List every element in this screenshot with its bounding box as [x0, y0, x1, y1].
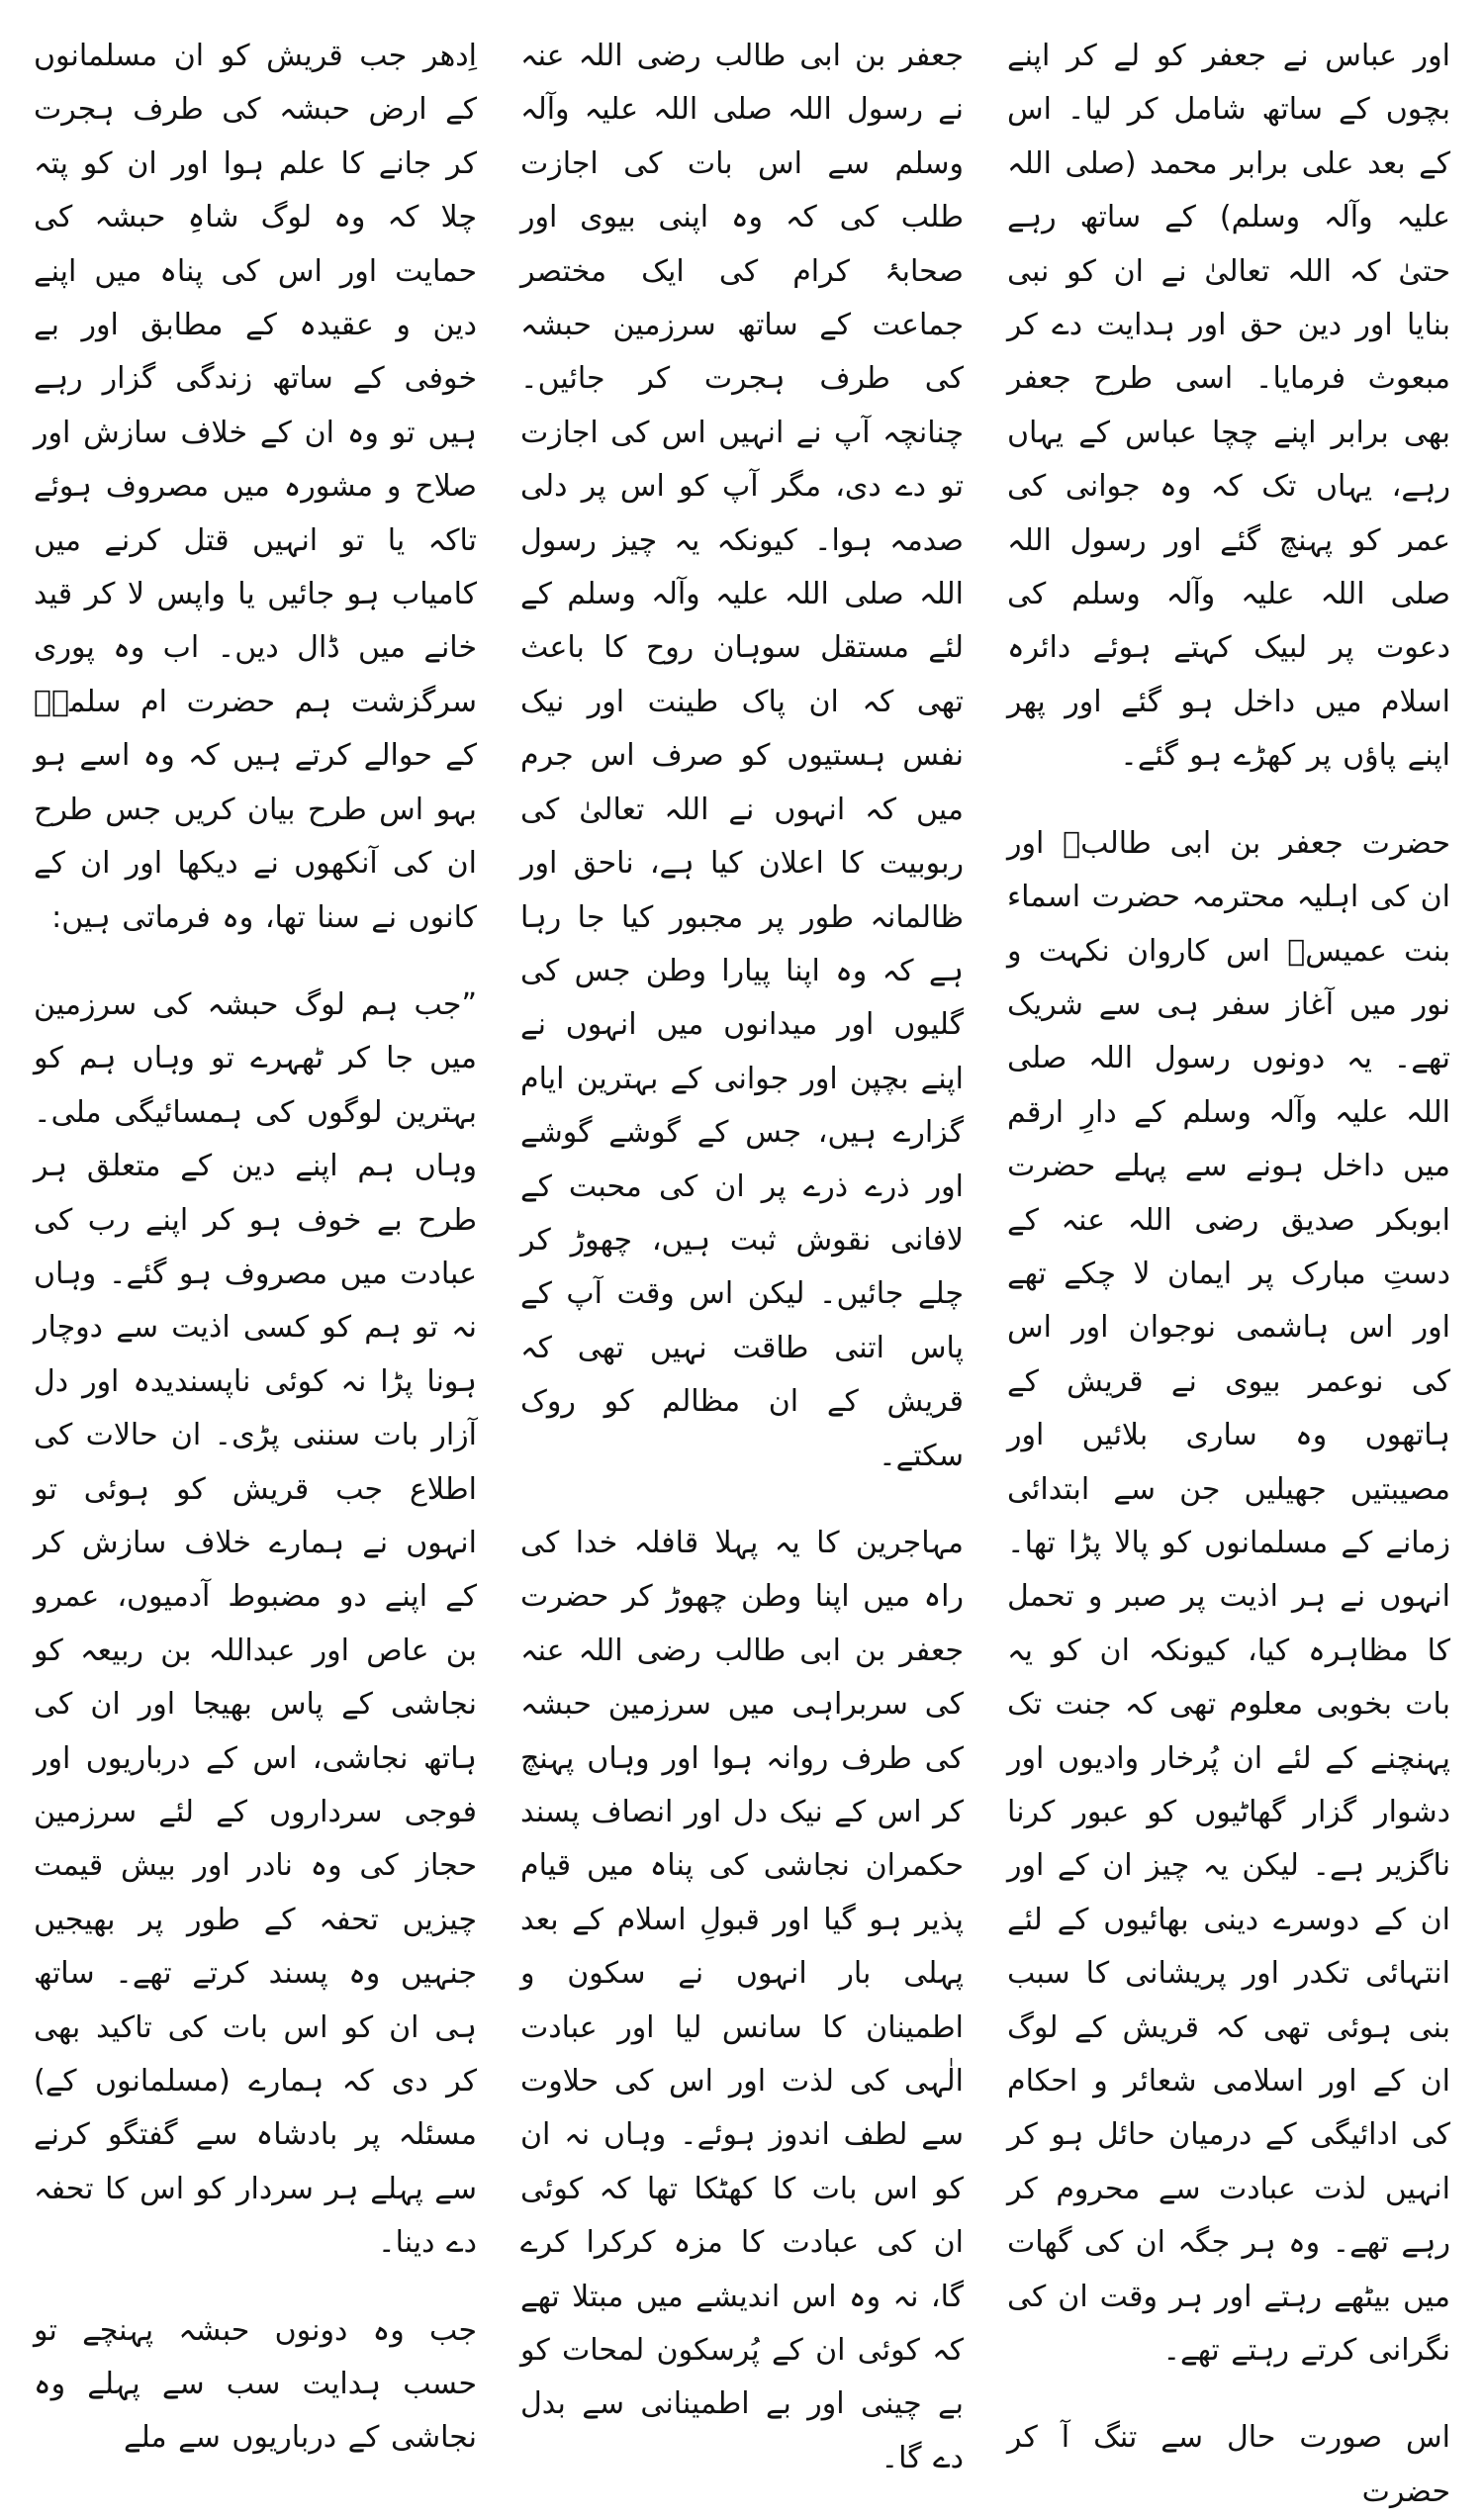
text-column-right	[1007, 30, 1450, 2509]
paragraph: اور عباس نے جعفر کو لے کر اپنے بچوں کے ساتھ شامل کر لیا۔ اس کے بعد علی برابر محمد (صلی اللہ علیہ وآلہ وسلم) کے ساتھ رہے حتیٰ کہ اللہ تعالیٰ نے ان کو نبی بنایا اور دین حق اور ہدایت دے کر مبعوث فرمایا۔ اسی طرح جعفر بھی برابر اپنے چچا عباس کے یہاں رہے، یہاں تک کہ وہ جوانی کی عمر کو پہنچ گئے اور رسول اللہ صلی اللہ علیہ وآلہ وسلم کی دعوت پر لبیک کہتے ہوئے دائرہ اسلام میں داخل ہو گئے اور پھر اپنے پاؤں پر کھڑے ہو گئے۔	[1007, 39, 1450, 774]
paragraph: حضرت جعفر بن ابی طالبؓ اور ان کی اہلیہ محترمہ حضرت اسماء بنت عمیسؓ اس کاروان نکہت و نور میں آغاز سفر ہی سے شریک تھے۔ یہ دونوں رسول اللہ صلی اللہ علیہ وآلہ وسلم کے دارِ ارقم میں داخل ہونے سے پہلے حضرت ابوبکر صدیق رضی اللہ عنہ کے دستِ مبارک پر ایمان لا چکے تھے اور اس ہاشمی نوجوان اور اس کی نوعمر بیوی نے قریش کے ہاتھوں وہ ساری بلائیں اور مصیبتیں جھیلیں جن سے ابتدائی زمانے کے مسلمانوں کو پالا پڑا تھا۔ انہوں نے ہر اذیت پر صبر و تحمل کا مظاہرہ کیا، کیونکہ ان کو یہ بات بخوبی معلوم تھی کہ جنت تک پہنچنے کے لئے ان پُرخار وادیوں اور دشوار گزار گھاٹیوں کو عبور کرنا ناگزیر ہے۔ لیکن یہ چیز ان کے اور ان کے دوسرے دینی بھائیوں کے لئے انتہائی تکدر اور پریشانی کا سبب بنی ہوئی تھی کہ قریش کے لوگ ان کے اور اسلامی شعائر و احکام کی ادائیگی کے درمیان حائل ہو کر انہیں لذت عبادت سے محروم کر رہے تھے۔ وہ ہر جگہ ان کی گھات میں بیٹھے رہتے اور ہر وقت ان کی نگرانی کرتے رہتے تھے۔	[1007, 825, 1450, 2369]
paragraph: اِدھر جب قریش کو ان مسلمانوں کے ارض حبشہ کی طرف ہجرت کر جانے کا علم ہوا اور ان کو پتہ چلا کہ وہ لوگ شاہِ حبشہ کی حمایت اور اس کی پناہ میں اپنے دین و عقیدہ کے مطابق اور بے خوفی کے ساتھ زندگی گزار رہے ہیں تو وہ ان کے خلاف سازش اور صلاح و مشورہ میں مصروف ہوئے تاکہ یا تو انہیں قتل کرنے میں کامیاب ہو جائیں یا واپس لا کر قید خانے میں ڈال دیں۔ اب وہ پوری سرگزشت ہم حضرت ام سلمہؓ کے حوالے کرتے ہیں کہ وہ اسے ہو بہو اس طرح بیان کریں جس طرح ان کی آنکھوں نے دیکھا اور ان کے کانوں نے سنا تھا، وہ فرماتی ہیں:	[34, 39, 477, 935]
paragraph: مہاجرین کا یہ پہلا قافلہ خدا کی راہ میں اپنا وطن چھوڑ کر حضرت جعفر بن ابی طالب رضی اللہ عنہ کی سربراہی میں سرزمین حبشہ کی طرف روانہ ہوا اور وہاں پہنچ کر اس کے نیک دل اور انصاف پسند حکمران نجاشی کی پناہ میں قیام پذیر ہو گیا اور قبولِ اسلام کے بعد پہلی بار انہوں نے سکون و اطمینان کا سانس لیا اور عبادت الٰہی کی لذت اور اس کی حلاوت سے لطف اندوز ہوئے۔ وہاں نہ ان کو اس بات کا کھٹکا تھا کہ کوئی ان کی عبادت کا مزہ کرکرا کرے گا، نہ وہ اس اندیشے میں مبتلا تھے کہ کوئی ان کے پُرسکون لمحات کو بے چینی اور بے اطمینانی سے بدل دے گا۔	[520, 1525, 964, 2475]
text-column-left	[34, 30, 477, 2456]
paragraph-continued: اس صورت حال سے تنگ آ کر حضرت	[1007, 2420, 1450, 2509]
paragraph-continued: جب وہ دونوں حبشہ پہنچے تو حسب ہدایت سب سے پہلے وہ نجاشی کے درباریوں سے ملے	[34, 2312, 477, 2456]
quoted-paragraph: ”جب ہم لوگ حبشہ کی سرزمین میں جا کر ٹھہرے تو وہاں ہم کو بہترین لوگوں کی ہمسائیگی ملی۔ وہاں ہم اپنے دین کے متعلق ہر طرح بے خوف ہو کر اپنے رب کی عبادت میں مصروف ہو گئے۔ وہاں نہ تو ہم کو کسی اذیت سے دوچار ہونا پڑا نہ کوئی ناپسندیدہ اور دل آزار بات سننی پڑی۔ ان حالات کی اطلاع جب قریش کو ہوئی تو انہوں نے ہمارے خلاف سازش کر کے اپنے دو مضبوط آدمیوں، عمرو بن عاص اور عبداللہ بن ربیعہ کو نجاشی کے پاس بھیجا اور ان کی ہاتھ نجاشی، اس کے درباریوں اور فوجی سرداروں کے لئے سرزمین حجاز کی وہ نادر اور بیش قیمت چیزیں تحفہ کے طور پر بھیجیں جنہیں وہ پسند کرتے تھے۔ ساتھ ہی ان کو اس بات کی تاکید بھی کر دی کہ ہمارے (مسلمانوں کے) مسئلہ پر بادشاہ سے گفتگو کرنے سے پہلے ہر سردار کو اس کا تحفہ دے دینا۔	[34, 986, 477, 2261]
paragraph: جعفر بن ابی طالب رضی اللہ عنہ نے رسول اللہ صلی اللہ علیہ وآلہ وسلم سے اس بات کی اجازت طلب کی کہ وہ اپنی بیوی اور صحابۂ کرام کی ایک مختصر جماعت کے ساتھ سرزمین حبشہ کی طرف ہجرت کر جائیں۔ چنانچہ آپ نے انہیں اس کی اجازت تو دے دی، مگر آپ کو اس پر دلی صدمہ ہوا۔ کیونکہ یہ چیز رسول اللہ صلی اللہ علیہ وآلہ وسلم کے لئے مستقل سوہان روح کا باعث تھی کہ ان پاک طینت اور نیک نفس ہستیوں کو صرف اس جرم میں کہ انہوں نے اللہ تعالیٰ کی ربوبیت کا اعلان کیا ہے، ناحق اور ظالمانہ طور پر مجبور کیا جا رہا ہے کہ وہ اپنا پیارا وطن جس کی گلیوں اور میدانوں میں انہوں نے اپنے بچپن اور جوانی کے بہترین ایام گزارے ہیں، جس کے گوشے گوشے اور ذرے ذرے پر ان کی محبت کے لافانی نقوش ثبت ہیں، چھوڑ کر چلے جائیں۔ لیکن اس وقت آپ کے پاس اتنی طاقت نہیں تھی کہ قریش کے ان مظالم کو روک سکتے۔	[520, 39, 964, 1473]
text-column-middle	[520, 30, 964, 2475]
